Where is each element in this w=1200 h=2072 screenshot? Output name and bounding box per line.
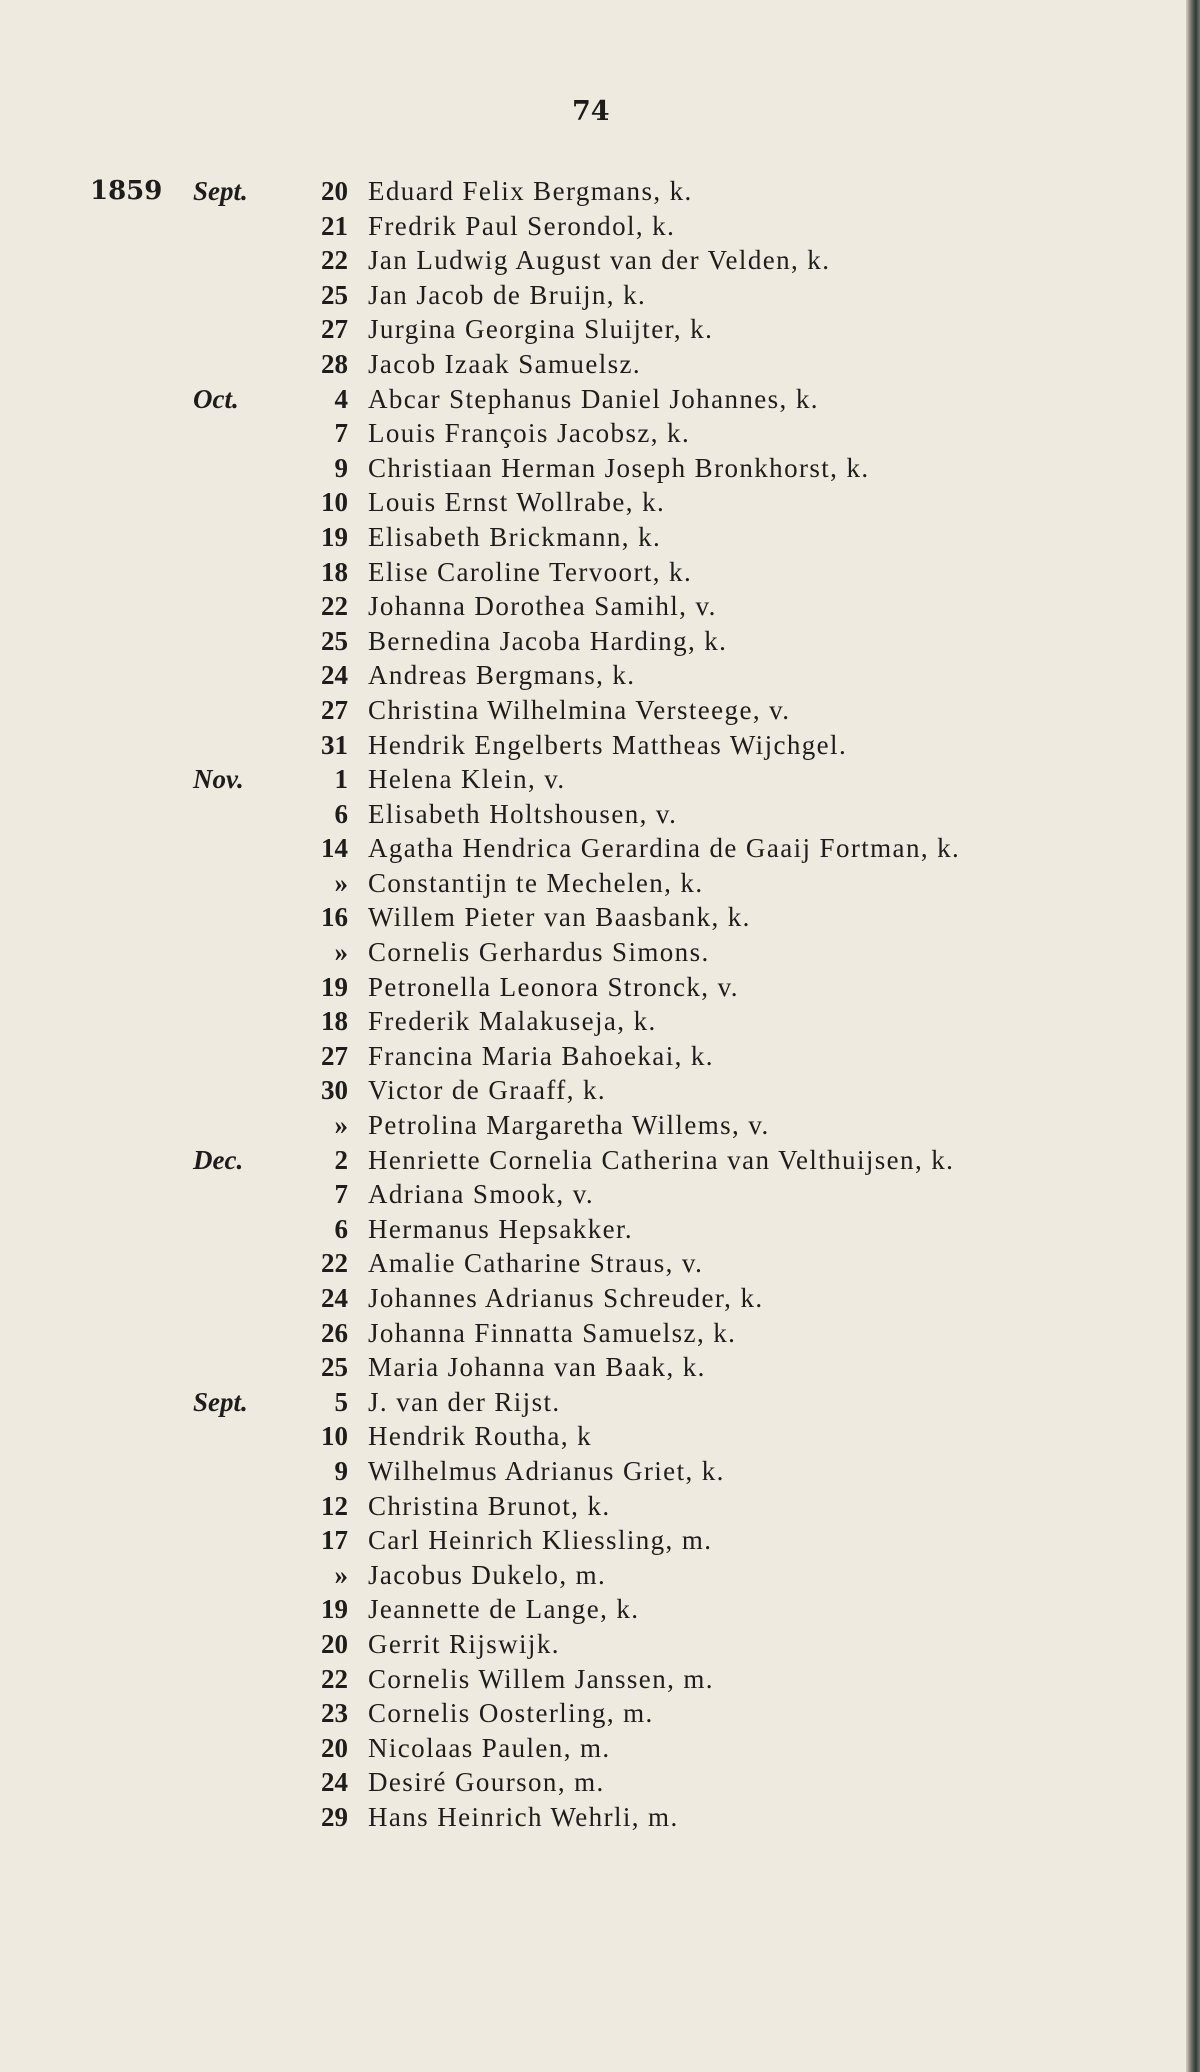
day-number: 25 — [321, 1352, 348, 1383]
person-name: Johannes Adrianus Schreuder, k. — [368, 1283, 764, 1313]
register-entry — [0, 1141, 1160, 1176]
register-entry — [0, 1625, 1160, 1660]
register-entry — [0, 1037, 1160, 1072]
day-number: 9 — [334, 1455, 348, 1486]
person-name: Andreas Bergmans, k. — [368, 660, 636, 691]
register-entry — [0, 449, 1160, 484]
register-entry — [0, 518, 1160, 553]
person-name: Jacob Izaak Samuelsz. — [368, 348, 642, 379]
person-name: Louis François Jacobsz, k. — [368, 418, 691, 449]
day-number: 25 — [321, 279, 348, 310]
person-name: Hendrik Engelberts Mattheas Wijchgel. — [368, 729, 848, 760]
month-label: Dec. — [193, 1144, 244, 1175]
day-number: 7 — [334, 1179, 348, 1210]
person-name: Elisabeth Holtshousen, v. — [368, 798, 678, 829]
day-number: 24 — [321, 1283, 348, 1313]
day-number: 10 — [321, 1421, 348, 1452]
day-number: 18 — [321, 556, 348, 587]
register-entry — [0, 1487, 1160, 1522]
register-entry — [0, 1521, 1160, 1556]
day-number: 7 — [334, 418, 348, 449]
day-number: 6 — [334, 1213, 348, 1244]
register-entry — [0, 1417, 1160, 1452]
register-entry — [0, 1279, 1160, 1314]
register-entry — [0, 691, 1160, 726]
register-entry — [0, 380, 1160, 415]
person-name: Elise Caroline Tervoort, k. — [368, 556, 693, 587]
person-name: Victor de Graaff, k. — [368, 1075, 607, 1106]
month-label: Sept. — [193, 176, 248, 206]
register-entry — [0, 1002, 1160, 1037]
person-name: Johanna Finnatta Samuelsz, k. — [368, 1317, 737, 1348]
person-name: Henriette Cornelia Catherina van Velthuijsen, k. — [368, 1144, 955, 1175]
day-number: 26 — [321, 1317, 348, 1348]
register-entry — [0, 587, 1160, 622]
day-number: 27 — [321, 314, 348, 345]
year-label: 1859 — [90, 176, 163, 206]
person-name: Petrolina Margaretha Willems, v. — [368, 1110, 770, 1141]
register-entry — [0, 829, 1160, 864]
register-entry — [0, 1071, 1160, 1106]
day-number: 17 — [321, 1525, 348, 1556]
register-entry — [0, 414, 1160, 449]
day-number: 27 — [321, 1040, 348, 1071]
register-entry — [0, 1383, 1160, 1418]
day-number: 19 — [321, 521, 348, 552]
day-number: » — [334, 867, 348, 898]
day-number: 18 — [321, 1006, 348, 1037]
person-name: Christiaan Herman Joseph Bronkhorst, k. — [368, 452, 870, 483]
day-number: » — [334, 1110, 348, 1141]
person-name: Christina Wilhelmina Versteege, v. — [368, 694, 791, 725]
person-name: Desiré Gourson, m. — [368, 1767, 605, 1798]
register-entry — [0, 1210, 1160, 1245]
person-name: Hermanus Hepsakker. — [368, 1213, 634, 1244]
day-number: 29 — [321, 1801, 348, 1832]
day-number: 20 — [321, 1732, 348, 1763]
register-entry — [0, 553, 1160, 588]
person-name: Jurgina Georgina Sluijter, k. — [368, 314, 714, 345]
day-number: 12 — [321, 1490, 348, 1521]
register-entry — [0, 1590, 1160, 1625]
day-number: 9 — [334, 452, 348, 483]
day-number: 22 — [321, 1248, 348, 1279]
day-number: 1 — [334, 764, 348, 795]
register-entry — [0, 1348, 1160, 1383]
register-entry — [0, 656, 1160, 691]
person-name: Maria Johanna van Baak, k. — [368, 1352, 706, 1383]
day-number: 21 — [321, 210, 348, 241]
person-name: Adriana Smook, v. — [368, 1179, 595, 1210]
person-name: Jan Ludwig August van der Velden, k. — [368, 245, 831, 276]
day-number: 19 — [321, 971, 348, 1002]
register-entry — [0, 1106, 1160, 1141]
person-name: Cornelis Willem Janssen, m. — [368, 1663, 714, 1694]
person-name: Jan Jacob de Bruijn, k. — [368, 279, 647, 310]
day-number: 14 — [321, 833, 348, 864]
page-edge — [1186, 0, 1200, 2072]
register-entry — [0, 968, 1160, 1003]
person-name: Agatha Hendrica Gerardina de Gaaij Fortman, k. — [368, 833, 961, 864]
day-number: 24 — [321, 660, 348, 691]
register-entry — [0, 1244, 1160, 1279]
person-name: Helena Klein, v. — [368, 764, 566, 795]
month-label: Nov. — [193, 764, 244, 795]
day-number: 23 — [321, 1698, 348, 1729]
day-number: 5 — [334, 1386, 348, 1417]
day-number: 4 — [334, 383, 348, 414]
day-number: 25 — [321, 625, 348, 656]
register-entry — [0, 933, 1160, 968]
person-name: Bernedina Jacoba Harding, k. — [368, 625, 728, 656]
register-entry — [0, 1452, 1160, 1487]
person-name: Jeannette de Lange, k. — [368, 1594, 640, 1625]
person-name: Carl Heinrich Kliessling, m. — [368, 1525, 713, 1556]
person-name: Fredrik Paul Serondol, k. — [368, 210, 676, 241]
register-entry — [0, 1763, 1160, 1798]
person-name: Jacobus Dukelo, m. — [368, 1559, 607, 1590]
register-entry — [0, 1694, 1160, 1729]
person-name: Christina Brunot, k. — [368, 1490, 611, 1521]
person-name: Frederik Malakuseja, k. — [368, 1006, 657, 1037]
day-number: » — [334, 937, 348, 968]
day-number: 20 — [321, 176, 348, 206]
day-number: 30 — [321, 1075, 348, 1106]
person-name: Eduard Felix Bergmans, k. — [368, 176, 693, 206]
day-number: 20 — [321, 1628, 348, 1659]
person-name: Louis Ernst Wollrabe, k. — [368, 487, 666, 518]
register-entry — [0, 795, 1160, 830]
register-entry — [0, 864, 1160, 899]
baptism-register — [0, 172, 1160, 1833]
person-name: Amalie Catharine Straus, v. — [368, 1248, 704, 1279]
person-name: Gerrit Rijswijk. — [368, 1628, 560, 1659]
day-number: 27 — [321, 694, 348, 725]
person-name: Wilhelmus Adrianus Griet, k. — [368, 1455, 725, 1486]
register-entry — [0, 483, 1160, 518]
register-entry — [0, 241, 1160, 276]
person-name: Johanna Dorothea Samihl, v. — [368, 591, 717, 622]
register-entry — [0, 622, 1160, 657]
day-number: 10 — [321, 487, 348, 518]
register-entry — [0, 1798, 1160, 1833]
register-entry — [0, 310, 1160, 345]
person-name: Elisabeth Brickmann, k. — [368, 521, 662, 552]
day-number: 16 — [321, 902, 348, 933]
register-entry — [0, 898, 1160, 933]
person-name: Hans Heinrich Wehrli, m. — [368, 1801, 679, 1832]
day-number: 22 — [321, 245, 348, 276]
person-name: Francina Maria Bahoekai, k. — [368, 1040, 714, 1071]
day-number: 2 — [334, 1144, 348, 1175]
person-name: Constantijn te Mechelen, k. — [368, 867, 704, 898]
person-name: Willem Pieter van Baasbank, k. — [368, 902, 751, 933]
register-entry — [0, 207, 1160, 242]
day-number: 22 — [321, 1663, 348, 1694]
day-number: 28 — [321, 348, 348, 379]
person-name: Hendrik Routha, k — [368, 1421, 593, 1452]
day-number: 19 — [321, 1594, 348, 1625]
person-name: Abcar Stephanus Daniel Johannes, k. — [368, 383, 819, 414]
page-number: 74 — [572, 96, 610, 127]
register-entry — [0, 345, 1160, 380]
register-entry — [0, 726, 1160, 761]
month-label: Sept. — [193, 1386, 248, 1417]
register-entry — [0, 1729, 1160, 1764]
day-number: 24 — [321, 1767, 348, 1798]
person-name: Cornelis Oosterling, m. — [368, 1698, 654, 1729]
register-entry — [0, 1314, 1160, 1349]
person-name: Nicolaas Paulen, m. — [368, 1732, 611, 1763]
register-entry — [0, 760, 1160, 795]
month-label: Oct. — [193, 383, 239, 414]
register-entry — [0, 1175, 1160, 1210]
day-number: » — [334, 1559, 348, 1590]
register-entry — [0, 1556, 1160, 1591]
person-name: Cornelis Gerhardus Simons. — [368, 937, 710, 968]
day-number: 6 — [334, 798, 348, 829]
register-entry — [0, 1660, 1160, 1695]
register-entry — [0, 276, 1160, 311]
day-number: 31 — [321, 729, 348, 760]
person-name: Petronella Leonora Stronck, v. — [368, 971, 739, 1002]
day-number: 22 — [321, 591, 348, 622]
register-entry — [0, 172, 1160, 207]
person-name: J. van der Rijst. — [368, 1386, 561, 1417]
